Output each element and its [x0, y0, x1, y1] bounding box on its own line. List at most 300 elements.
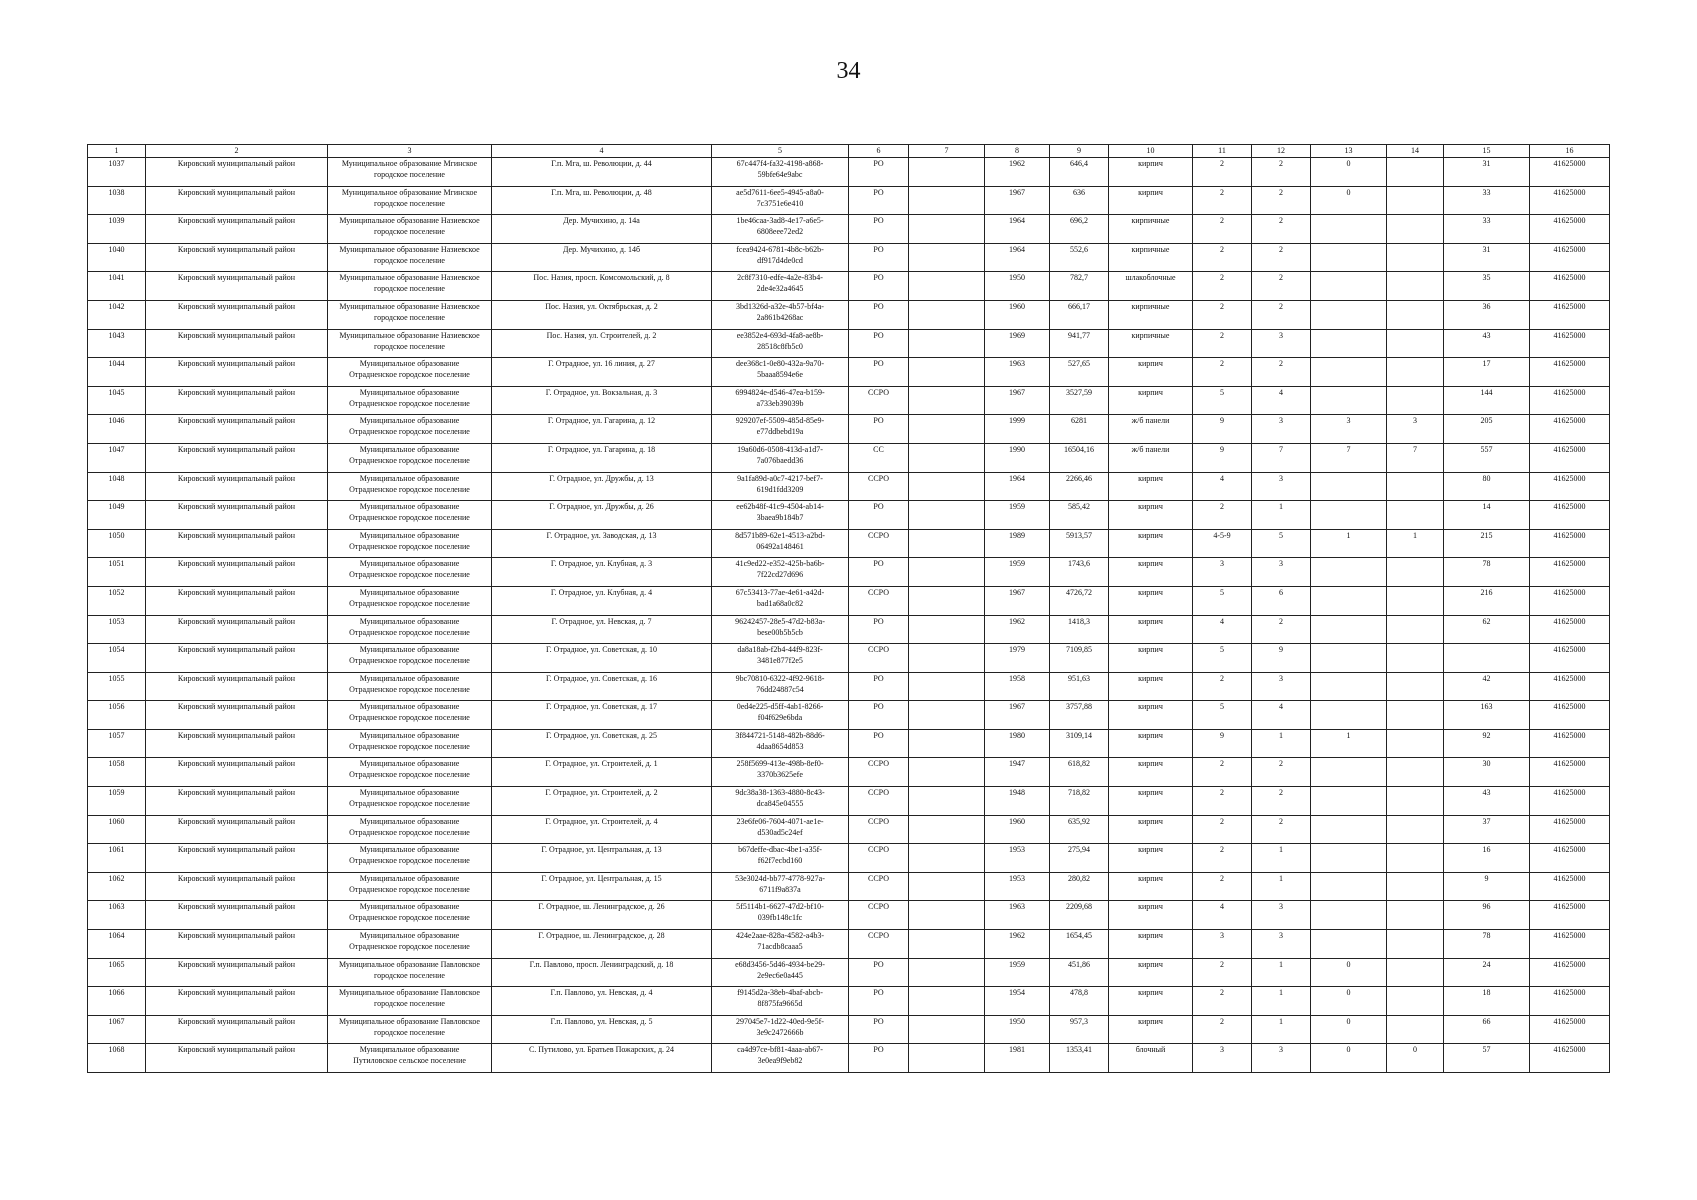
cell-col-15: 163: [1444, 701, 1530, 730]
cell-col-5: [712, 644, 849, 673]
cell-col-4: Г. Отрадное, ул. Советская, д. 25: [492, 729, 712, 758]
cell-col-14: [1387, 787, 1444, 816]
cell-col-4: Г. Отрадное, ул. Советская, д. 16: [492, 672, 712, 701]
cell-col-14: [1387, 815, 1444, 844]
cell-line: Муниципальное образование: [359, 816, 460, 826]
column-header-4: 4: [492, 145, 712, 158]
cell-col-9: 718,82: [1050, 787, 1109, 816]
cell-col-8: 1962: [985, 158, 1050, 187]
cell-line: 53e3024d-bb77-4778-927a-: [735, 873, 825, 883]
cell-col-8: 1989: [985, 529, 1050, 558]
cell-col-5: [712, 186, 849, 215]
cell-col-7: [909, 529, 985, 558]
cell-line: 5baaa8594e6e: [757, 370, 803, 380]
cell-col-13: 0: [1311, 987, 1387, 1016]
cell-col-16: 41625000: [1530, 243, 1610, 272]
cell-col-12: 3: [1252, 472, 1311, 501]
cell-col-2: Кировский муниципальный район: [146, 443, 328, 472]
cell-col-15: 17: [1444, 358, 1530, 387]
cell-line: Отрадненское городское поселение: [349, 484, 470, 494]
cell-col-5: [712, 529, 849, 558]
cell-col-16: 41625000: [1530, 586, 1610, 615]
column-header-8: 8: [985, 145, 1050, 158]
cell-col-12: 5: [1252, 529, 1311, 558]
cell-col-2: Кировский муниципальный район: [146, 758, 328, 787]
cell-line: Муниципальное образование Мгинское: [341, 187, 478, 197]
cell-col-8: 1964: [985, 243, 1050, 272]
cell-col-13: 0: [1311, 958, 1387, 987]
cell-col-16: 41625000: [1530, 358, 1610, 387]
cell-col-1: 1051: [88, 558, 146, 587]
cell-line: 06492a148461: [756, 541, 804, 551]
cell-col-12: 2: [1252, 787, 1311, 816]
column-header-6: 6: [849, 145, 909, 158]
cell-col-15: 42: [1444, 672, 1530, 701]
cell-line: 28518c8fb5c0: [757, 341, 803, 351]
cell-col-7: [909, 443, 985, 472]
cell-col-14: [1387, 672, 1444, 701]
cell-col-7: [909, 872, 985, 901]
cell-col-14: [1387, 186, 1444, 215]
cell-col-7: [909, 930, 985, 959]
cell-col-14: 1: [1387, 529, 1444, 558]
cell-col-15: 33: [1444, 215, 1530, 244]
cell-col-13: 0: [1311, 1044, 1387, 1073]
cell-col-8: 1964: [985, 472, 1050, 501]
cell-col-13: [1311, 872, 1387, 901]
cell-col-13: [1311, 930, 1387, 959]
cell-col-4: Г.п. Павлово, ул. Невская, д. 5: [492, 1015, 712, 1044]
cell-col-2: Кировский муниципальный район: [146, 701, 328, 730]
cell-col-5: [712, 415, 849, 444]
cell-line: 3e0ea9f9eb82: [757, 1056, 803, 1066]
cell-col-9: 1654,45: [1050, 930, 1109, 959]
cell-col-11: 2: [1193, 358, 1252, 387]
cell-col-11: 5: [1193, 586, 1252, 615]
cell-line: Муниципальное образование Назиевское: [339, 244, 480, 254]
cell-col-7: [909, 901, 985, 930]
cell-col-6: ССРО: [849, 758, 909, 787]
cell-col-14: [1387, 987, 1444, 1016]
cell-col-6: РО: [849, 615, 909, 644]
cell-col-11: 2: [1193, 501, 1252, 530]
cell-col-16: 41625000: [1530, 1044, 1610, 1073]
cell-line: 67c53413-77ae-4e61-a42d-: [735, 587, 825, 597]
cell-col-7: [909, 358, 985, 387]
cell-col-3: [328, 586, 492, 615]
cell-col-8: 1959: [985, 558, 1050, 587]
cell-col-8: 1979: [985, 644, 1050, 673]
table-row: [88, 358, 1610, 387]
cell-col-9: 951,63: [1050, 672, 1109, 701]
cell-col-13: 0: [1311, 158, 1387, 187]
cell-col-13: [1311, 758, 1387, 787]
table-row: [88, 787, 1610, 816]
cell-line: b67deffe-dbac-4be1-a35f-: [738, 845, 822, 855]
cell-col-13: [1311, 215, 1387, 244]
cell-col-10: кирпич: [1109, 158, 1193, 187]
cell-col-11: 2: [1193, 987, 1252, 1016]
cell-col-15: 18: [1444, 987, 1530, 1016]
cell-line: Отрадненское городское поселение: [349, 856, 470, 866]
cell-line: Муниципальное образование: [359, 616, 460, 626]
cell-line: e68d3456-5d46-4934-be29-: [735, 959, 825, 969]
cell-line: Муниципальное образование Назиевское: [339, 330, 480, 340]
cell-col-3: [328, 215, 492, 244]
cell-col-3: [328, 329, 492, 358]
cell-col-3: [328, 844, 492, 873]
cell-col-8: 1963: [985, 901, 1050, 930]
cell-col-7: [909, 787, 985, 816]
cell-col-1: 1053: [88, 615, 146, 644]
cell-col-5: [712, 987, 849, 1016]
cell-col-11: 4: [1193, 615, 1252, 644]
cell-col-7: [909, 615, 985, 644]
cell-col-10: кирпич: [1109, 358, 1193, 387]
cell-col-5: [712, 558, 849, 587]
cell-col-2: Кировский муниципальный район: [146, 501, 328, 530]
cell-col-7: [909, 758, 985, 787]
cell-line: Муниципальное образование: [359, 845, 460, 855]
cell-col-6: РО: [849, 1015, 909, 1044]
cell-col-14: [1387, 1015, 1444, 1044]
cell-col-14: [1387, 615, 1444, 644]
cell-col-3: [328, 758, 492, 787]
cell-line: 4daa8654d853: [756, 741, 804, 751]
cell-line: 297045e7-1d22-40ed-9e5f-: [736, 1016, 824, 1026]
cell-line: 0ed4e225-d5ff-4ab1-8266-: [736, 702, 824, 712]
cell-line: Муниципальное образование Павловское: [339, 959, 480, 969]
cell-line: Муниципальное образование Назиевское: [339, 273, 480, 283]
cell-col-11: 2: [1193, 300, 1252, 329]
table-row: [88, 701, 1610, 730]
cell-line: Отрадненское городское поселение: [349, 370, 470, 380]
cell-col-9: 7109,85: [1050, 644, 1109, 673]
cell-col-11: 2: [1193, 272, 1252, 301]
cell-col-11: 3: [1193, 1044, 1252, 1073]
cell-line: Муниципальное образование: [359, 587, 460, 597]
cell-col-8: 1959: [985, 958, 1050, 987]
cell-col-10: кирпич: [1109, 529, 1193, 558]
cell-line: 71acdb8caaa5: [757, 942, 803, 952]
cell-col-12: 2: [1252, 300, 1311, 329]
cell-col-16: 41625000: [1530, 958, 1610, 987]
cell-line: ca4d97ce-bf81-4aaa-ab67-: [737, 1045, 823, 1055]
cell-col-12: 1: [1252, 501, 1311, 530]
cell-col-1: 1048: [88, 472, 146, 501]
cell-col-4: Г. Отрадное, ул. Строителей, д. 1: [492, 758, 712, 787]
cell-col-7: [909, 272, 985, 301]
cell-col-6: ССРО: [849, 872, 909, 901]
cell-col-7: [909, 1015, 985, 1044]
cell-col-4: Г. Отрадное, ул. Строителей, д. 2: [492, 787, 712, 816]
cell-col-4: Г. Отрадное, ул. 16 линия, д. 27: [492, 358, 712, 387]
cell-col-10: кирпич: [1109, 701, 1193, 730]
cell-col-10: кирпич: [1109, 672, 1193, 701]
cell-col-12: 7: [1252, 443, 1311, 472]
cell-col-10: ж/б панели: [1109, 415, 1193, 444]
cell-col-15: 96: [1444, 901, 1530, 930]
cell-col-3: [328, 501, 492, 530]
cell-col-16: 41625000: [1530, 329, 1610, 358]
cell-col-11: 2: [1193, 844, 1252, 873]
cell-col-14: [1387, 758, 1444, 787]
cell-col-9: 2209,68: [1050, 901, 1109, 930]
cell-col-6: ССРО: [849, 644, 909, 673]
cell-line: 9a1fa89d-a0c7-4217-bef7-: [737, 473, 823, 483]
cell-col-16: 41625000: [1530, 787, 1610, 816]
cell-col-13: [1311, 844, 1387, 873]
cell-col-12: 2: [1252, 158, 1311, 187]
cell-col-12: 2: [1252, 215, 1311, 244]
cell-col-9: 552,6: [1050, 243, 1109, 272]
cell-line: 039fb148c1fc: [757, 913, 803, 923]
cell-col-14: 0: [1387, 1044, 1444, 1073]
cell-col-12: 6: [1252, 586, 1311, 615]
cell-col-1: 1052: [88, 586, 146, 615]
cell-col-15: 16: [1444, 844, 1530, 873]
cell-line: 258f5699-413e-498b-8ef0-: [736, 759, 824, 769]
cell-col-9: 782,7: [1050, 272, 1109, 301]
cell-col-2: Кировский муниципальный район: [146, 1015, 328, 1044]
cell-col-16: 41625000: [1530, 844, 1610, 873]
cell-col-10: кирпич: [1109, 615, 1193, 644]
column-header-12: 12: [1252, 145, 1311, 158]
cell-col-16: 41625000: [1530, 386, 1610, 415]
cell-line: Муниципальное образование: [359, 559, 460, 569]
cell-col-3: [328, 787, 492, 816]
cell-col-1: 1046: [88, 415, 146, 444]
table-row: [88, 558, 1610, 587]
cell-line: ae5d7611-6ee5-4945-a8a0-: [736, 187, 824, 197]
table-row: [88, 215, 1610, 244]
cell-col-5: [712, 272, 849, 301]
cell-col-3: [328, 815, 492, 844]
cell-col-16: 41625000: [1530, 672, 1610, 701]
cell-col-9: 941,77: [1050, 329, 1109, 358]
cell-col-8: 1947: [985, 758, 1050, 787]
table-row: [88, 758, 1610, 787]
cell-col-4: Г.п. Мга, ш. Революции, д. 44: [492, 158, 712, 187]
cell-line: 2c8f7310-edfe-4a2e-83b4-: [737, 273, 823, 283]
cell-line: 19a60d6-0508-413d-a1d7-: [737, 444, 823, 454]
cell-line: 9dc38a38-1363-4880-8c43-: [735, 788, 825, 798]
table-row: [88, 243, 1610, 272]
cell-col-13: [1311, 615, 1387, 644]
cell-col-16: 41625000: [1530, 558, 1610, 587]
cell-col-1: 1043: [88, 329, 146, 358]
cell-col-1: 1056: [88, 701, 146, 730]
column-header-10: 10: [1109, 145, 1193, 158]
cell-col-5: [712, 901, 849, 930]
cell-col-2: Кировский муниципальный район: [146, 158, 328, 187]
cell-col-11: 2: [1193, 815, 1252, 844]
cell-col-15: 66: [1444, 1015, 1530, 1044]
cell-line: Отрадненское городское поселение: [349, 770, 470, 780]
cell-col-11: 2: [1193, 243, 1252, 272]
cell-col-5: [712, 844, 849, 873]
cell-col-7: [909, 158, 985, 187]
cell-col-15: 215: [1444, 529, 1530, 558]
cell-col-16: 41625000: [1530, 987, 1610, 1016]
cell-col-5: [712, 472, 849, 501]
cell-col-6: РО: [849, 672, 909, 701]
cell-col-9: 636: [1050, 186, 1109, 215]
cell-col-12: 2: [1252, 272, 1311, 301]
cell-line: 2e9ec6e0a445: [757, 970, 803, 980]
cell-line: Отрадненское городское поселение: [349, 913, 470, 923]
cell-col-2: Кировский муниципальный район: [146, 672, 328, 701]
cell-col-10: шлакоблочные: [1109, 272, 1193, 301]
cell-col-15: 31: [1444, 243, 1530, 272]
cell-col-13: [1311, 586, 1387, 615]
cell-col-13: [1311, 901, 1387, 930]
cell-col-16: 41625000: [1530, 729, 1610, 758]
cell-col-1: 1066: [88, 987, 146, 1016]
cell-col-7: [909, 672, 985, 701]
cell-line: Отрадненское городское поселение: [349, 942, 470, 952]
cell-col-1: 1065: [88, 958, 146, 987]
cell-col-3: [328, 386, 492, 415]
cell-col-11: 2: [1193, 1015, 1252, 1044]
cell-col-11: 5: [1193, 701, 1252, 730]
cell-col-14: 7: [1387, 443, 1444, 472]
cell-col-8: 1950: [985, 1015, 1050, 1044]
cell-col-4: С. Путилово, ул. Братьев Пожарских, д. 24: [492, 1044, 712, 1073]
table-row: [88, 987, 1610, 1016]
cell-line: Муниципальное образование: [359, 473, 460, 483]
cell-col-13: [1311, 358, 1387, 387]
column-header-1: 1: [88, 145, 146, 158]
cell-col-16: 41625000: [1530, 872, 1610, 901]
cell-col-2: Кировский муниципальный район: [146, 644, 328, 673]
cell-col-9: 2266,46: [1050, 472, 1109, 501]
cell-col-12: 2: [1252, 758, 1311, 787]
cell-col-11: 3: [1193, 558, 1252, 587]
cell-col-11: 4: [1193, 472, 1252, 501]
cell-col-4: Г. Отрадное, ул. Клубная, д. 4: [492, 586, 712, 615]
cell-col-1: 1064: [88, 930, 146, 959]
cell-col-8: 1959: [985, 501, 1050, 530]
cell-col-4: Г. Отрадное, ул. Невская, д. 7: [492, 615, 712, 644]
cell-line: 8d571b89-62e1-4513-a2bd-: [735, 530, 825, 540]
cell-col-10: кирпич: [1109, 758, 1193, 787]
cell-col-14: [1387, 158, 1444, 187]
cell-col-12: 3: [1252, 558, 1311, 587]
cell-col-5: [712, 615, 849, 644]
cell-col-4: Дер. Мучихино, д. 14б: [492, 243, 712, 272]
column-header-11: 11: [1193, 145, 1252, 158]
cell-line: 2a861b4268ac: [756, 312, 804, 322]
cell-col-9: 646,4: [1050, 158, 1109, 187]
cell-line: городское поселение: [374, 1027, 445, 1037]
cell-col-9: 1418,3: [1050, 615, 1109, 644]
cell-col-3: [328, 158, 492, 187]
column-header-16: 16: [1530, 145, 1610, 158]
cell-line: Муниципальное образование: [359, 416, 460, 426]
cell-col-10: кирпич: [1109, 1015, 1193, 1044]
cell-line: Муниципальное образование: [359, 873, 460, 883]
cell-col-10: кирпичные: [1109, 300, 1193, 329]
cell-line: fcea9424-6781-4b8c-b62b-: [736, 244, 824, 254]
cell-col-1: 1067: [88, 1015, 146, 1044]
cell-col-15: 57: [1444, 1044, 1530, 1073]
cell-col-3: [328, 529, 492, 558]
cell-col-4: Г. Отрадное, ул. Заводская, д. 13: [492, 529, 712, 558]
table-row: [88, 872, 1610, 901]
cell-col-8: 1967: [985, 186, 1050, 215]
cell-col-13: 0: [1311, 186, 1387, 215]
cell-line: 619d1fdd3209: [756, 484, 804, 494]
cell-line: 9bc70810-6322-4f92-9618-: [735, 673, 825, 683]
cell-col-1: 1057: [88, 729, 146, 758]
cell-line: 76dd24887c54: [756, 684, 804, 694]
cell-col-14: [1387, 215, 1444, 244]
cell-col-13: [1311, 644, 1387, 673]
cell-col-6: РО: [849, 186, 909, 215]
cell-line: 6808eee72ed2: [756, 227, 804, 237]
cell-col-8: 1999: [985, 415, 1050, 444]
cell-col-10: кирпич: [1109, 586, 1193, 615]
cell-col-8: 1990: [985, 443, 1050, 472]
cell-col-6: ССРО: [849, 930, 909, 959]
cell-line: 6711f9a837a: [759, 884, 801, 894]
cell-col-14: [1387, 701, 1444, 730]
table-row: [88, 415, 1610, 444]
cell-line: городское поселение: [374, 198, 445, 208]
cell-col-4: Г. Отрадное, ул. Гагарина, д. 12: [492, 415, 712, 444]
cell-col-14: [1387, 644, 1444, 673]
table-row: [88, 1015, 1610, 1044]
cell-line: Отрадненское городское поселение: [349, 741, 470, 751]
table-row: [88, 615, 1610, 644]
cell-col-4: Пос. Назия, ул. Октябрьская, д. 2: [492, 300, 712, 329]
cell-col-4: Г. Отрадное, ш. Ленинградское, д. 26: [492, 901, 712, 930]
cell-col-1: 1060: [88, 815, 146, 844]
cell-col-6: РО: [849, 958, 909, 987]
cell-col-1: 1038: [88, 186, 146, 215]
table-row: [88, 300, 1610, 329]
cell-line: 7f22cd27d696: [756, 570, 804, 580]
cell-line: Отрадненское городское поселение: [349, 799, 470, 809]
cell-col-1: 1040: [88, 243, 146, 272]
cell-line: ee3852e4-693d-4fa8-ae8b-: [736, 330, 824, 340]
cell-col-2: Кировский муниципальный район: [146, 844, 328, 873]
cell-col-16: 41625000: [1530, 272, 1610, 301]
cell-col-12: 4: [1252, 386, 1311, 415]
cell-col-15: 92: [1444, 729, 1530, 758]
cell-col-13: [1311, 272, 1387, 301]
cell-col-5: [712, 300, 849, 329]
cell-col-15: 14: [1444, 501, 1530, 530]
cell-col-2: Кировский муниципальный район: [146, 386, 328, 415]
cell-col-1: 1068: [88, 1044, 146, 1073]
cell-col-11: 9: [1193, 443, 1252, 472]
cell-col-3: [328, 672, 492, 701]
cell-col-8: 1953: [985, 872, 1050, 901]
cell-line: Муниципальное образование: [359, 387, 460, 397]
cell-col-4: Г. Отрадное, ул. Строителей, д. 4: [492, 815, 712, 844]
cell-col-7: [909, 472, 985, 501]
cell-col-14: [1387, 729, 1444, 758]
cell-col-11: 2: [1193, 787, 1252, 816]
cell-col-1: 1042: [88, 300, 146, 329]
cell-col-2: Кировский муниципальный район: [146, 815, 328, 844]
cell-col-6: РО: [849, 987, 909, 1016]
cell-line: Муниципальное образование: [359, 702, 460, 712]
cell-col-2: Кировский муниципальный район: [146, 358, 328, 387]
cell-line: 6994824e-d546-47ea-b159-: [735, 387, 825, 397]
